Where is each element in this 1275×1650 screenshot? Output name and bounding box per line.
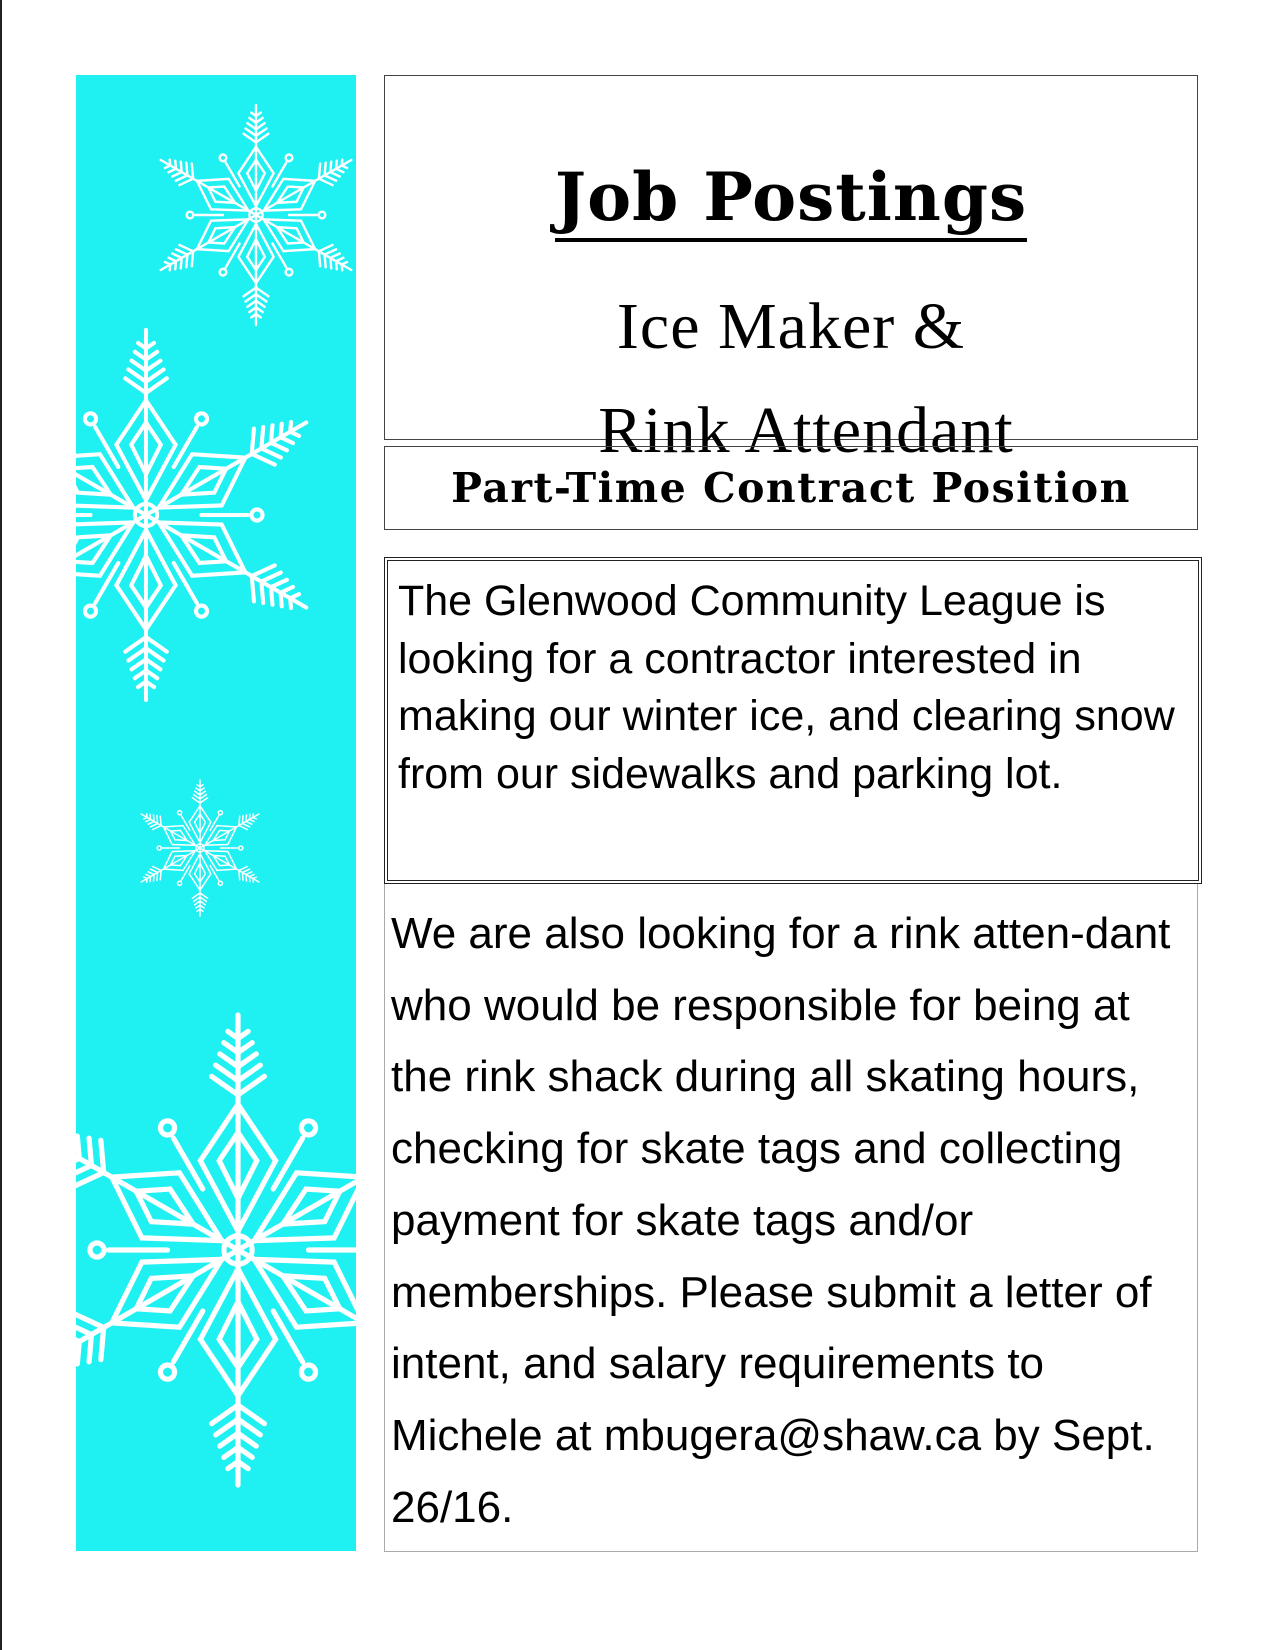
snowflake-icon [130,780,271,916]
snowflake-icon [76,1015,356,1485]
page-title: Job Postings [385,164,1197,230]
contract-type-box [384,446,1198,530]
snowflake-decoration [76,75,356,1551]
intro-box [384,557,1202,884]
decorative-side-panel [76,75,356,1551]
page-edge [0,0,2,1650]
position-title-line-1: Ice Maker & [616,290,966,363]
snowflake-icon [76,330,338,700]
title-box [384,75,1198,467]
details-box [384,884,1198,1552]
snowflake-icon [142,105,356,325]
intro-paragraph: The Glenwood Community League is looking for a contractor interested in making our winter ice, and clearing snow from our sidewalks and parking lot. [398,577,1175,798]
contract-type: Part-Time Contract Position [451,464,1131,512]
details-paragraph: We are also looking for a rink atten-dant who would be responsible for being at the rink shack during all skating hours, checking for skate tags and collecting payment for skate tags and/or memberships. Please submit a letter of intent, and salary requirements to Michele at mbugera@shaw.ca by Sept. 26/16. [391,909,1171,1532]
position-title-line-2: Rink Attendant [598,394,1014,467]
